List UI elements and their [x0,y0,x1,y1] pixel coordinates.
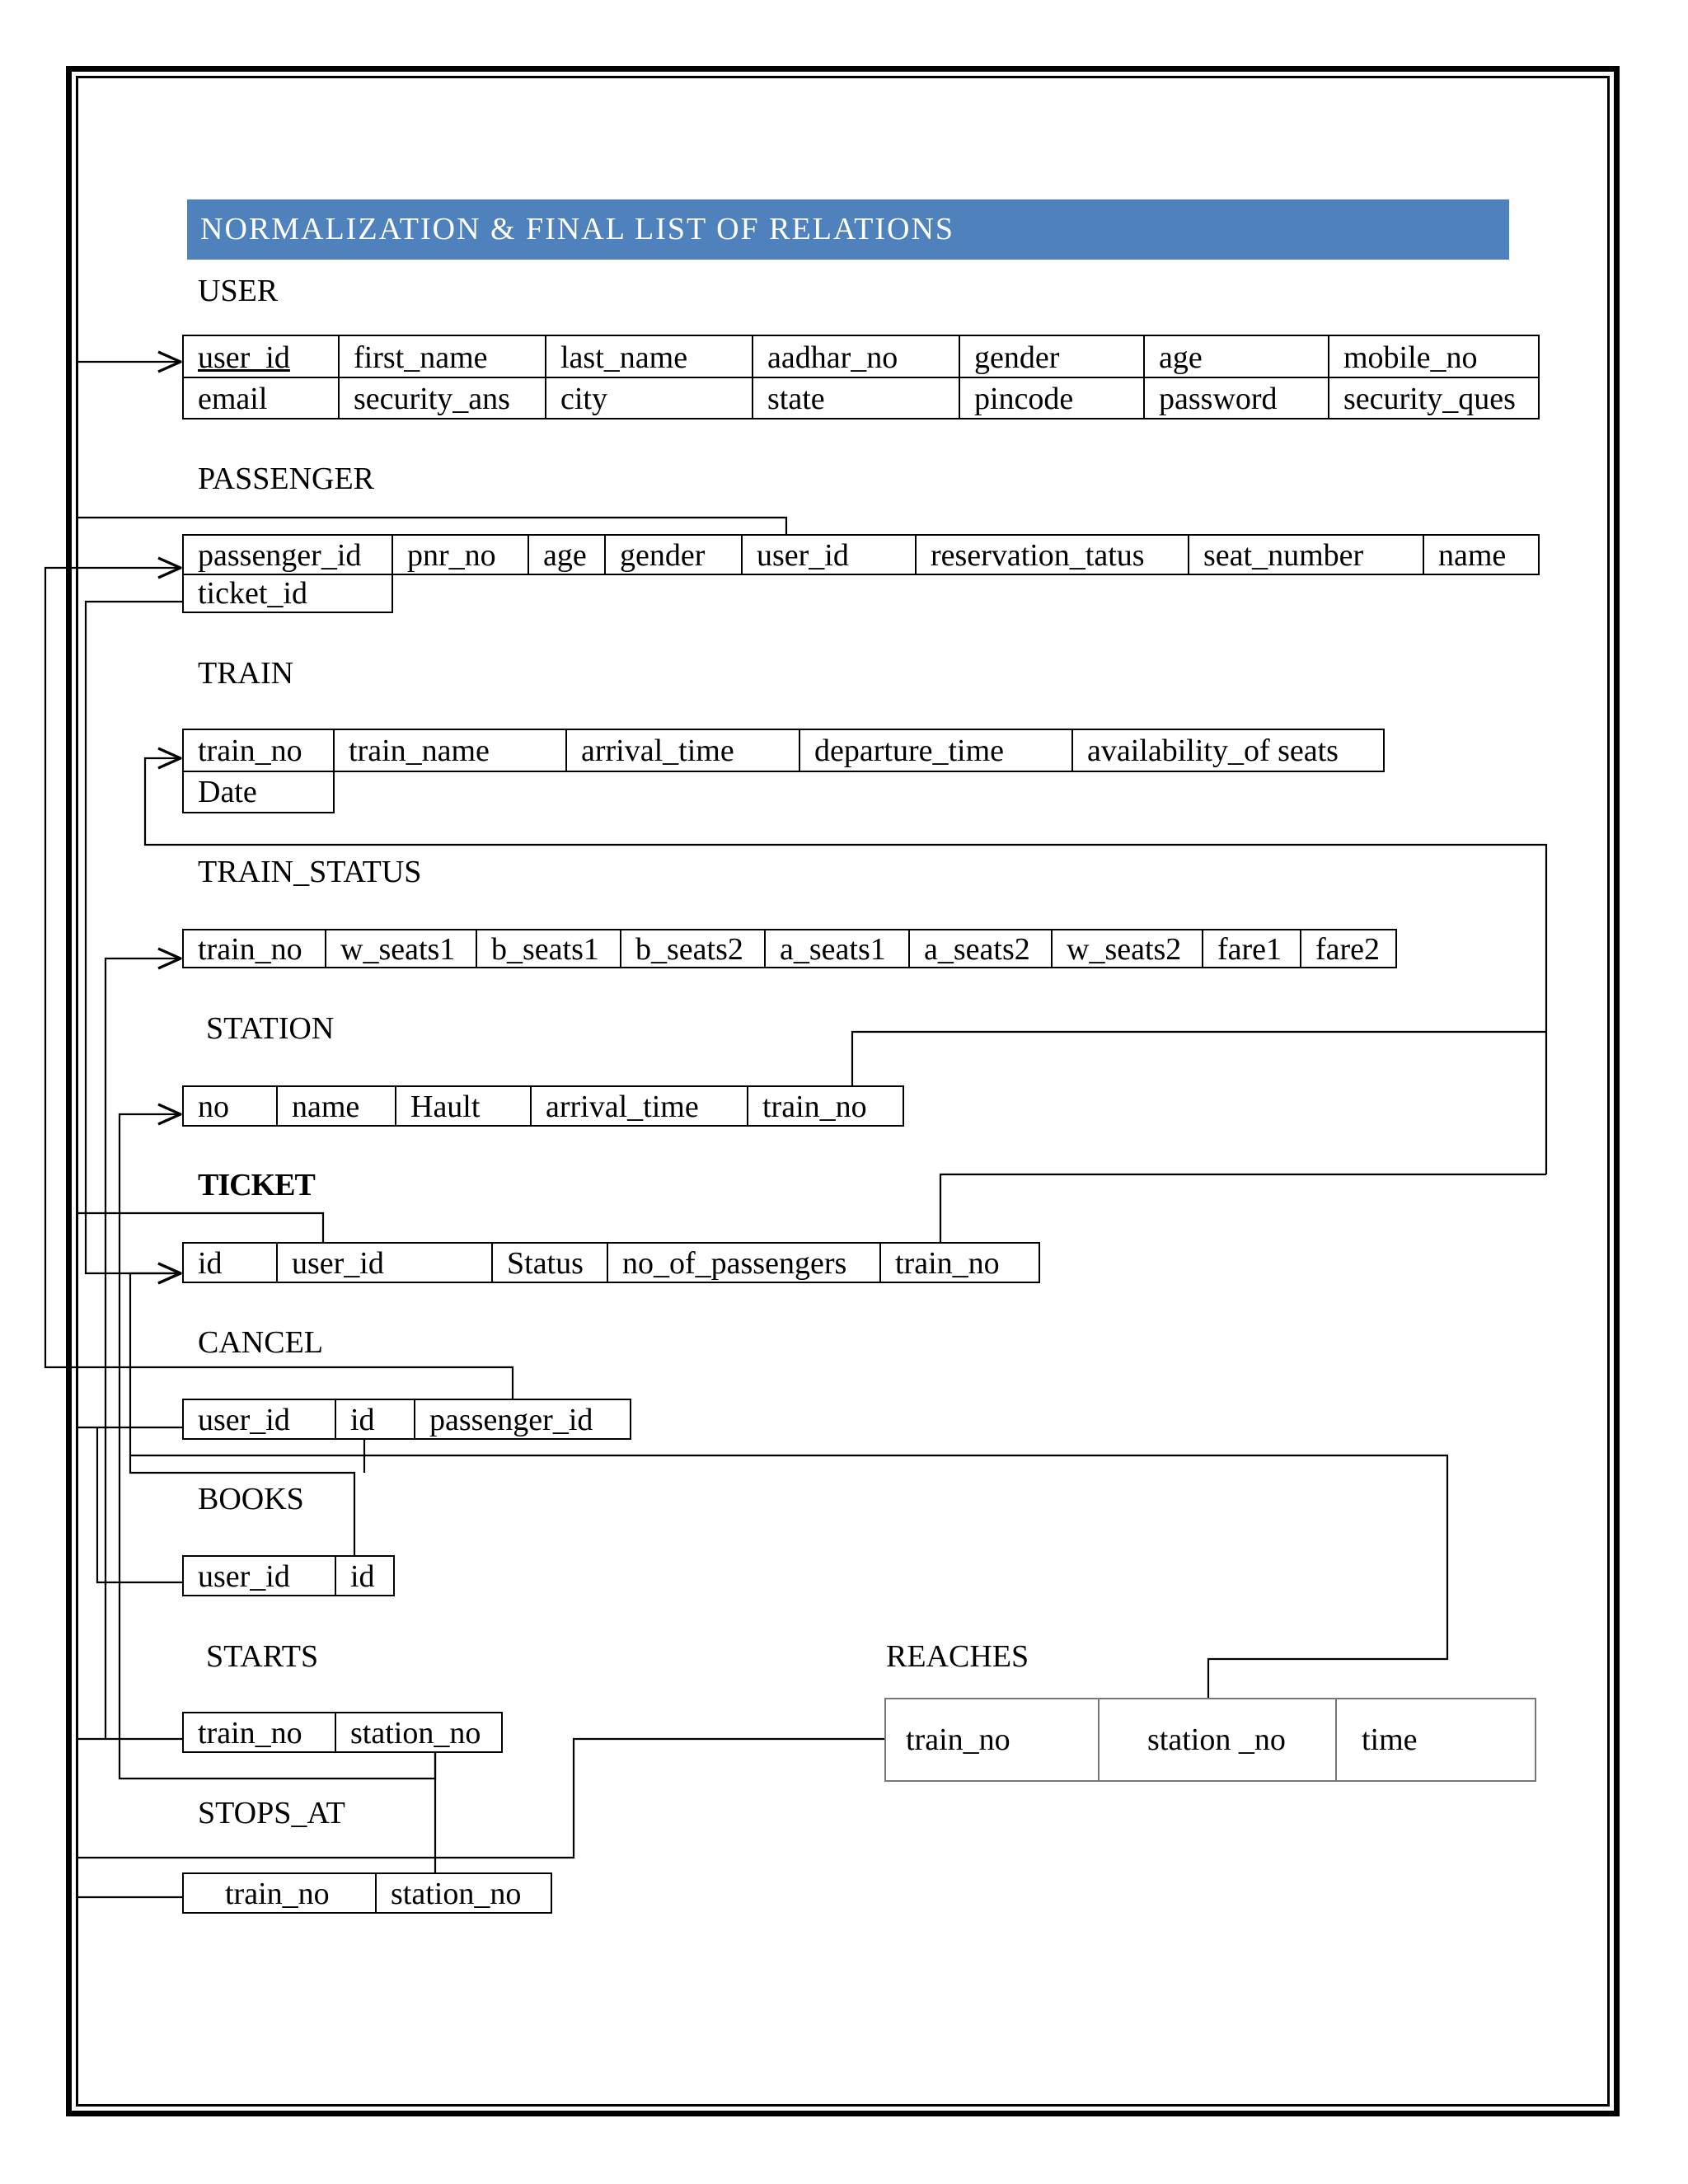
attribute-cell: mobile_no [1328,335,1540,378]
attribute-cell: time [1335,1698,1536,1782]
connector-passenger-user-id [77,518,786,536]
attribute-cell: a_seats2 [908,929,1053,968]
attribute-cell: availability_of seats [1071,729,1385,772]
attribute-cell: user_id [741,534,917,575]
connector-station-train-no [852,1032,1546,1087]
attribute-cell: pincode [959,377,1145,419]
attribute-cell: gender [604,534,743,575]
attribute-cell: train_no [747,1085,904,1127]
attribute-cell: security_ans [338,377,546,419]
connector-cancel-to-passenger [45,568,513,1400]
connector-books-user-id [97,1427,182,1582]
attribute-cell: b_seats2 [620,929,766,968]
relation-name-stops-at: STOPS_AT [198,1796,345,1830]
relation-name-train: TRAIN [198,656,294,691]
attribute-cell: state [752,377,960,419]
attribute-cell: city [545,377,753,419]
attribute-cell: id [335,1399,415,1440]
attribute-cell: fare1 [1202,929,1301,968]
attribute-cell: train_no [884,1698,1100,1782]
attribute-cell: train_no [182,1872,377,1914]
attribute-cell: id [182,1242,278,1283]
section-heading: NORMALIZATION & FINAL LIST OF RELATIONS [187,199,1509,260]
attribute-cell: id [335,1555,395,1596]
relation-name-station: STATION [206,1011,335,1046]
attribute-cell: last_name [545,335,753,378]
attribute-cell: Status [491,1242,608,1283]
attribute-cell: gender [959,335,1145,378]
connector-to-train-status [106,958,181,1739]
relation-name-cancel: CANCEL [198,1325,323,1360]
attribute-cell: fare2 [1300,929,1397,968]
attribute-cell: arrival_time [530,1085,748,1127]
attribute-cell: seat_number [1188,534,1424,575]
attribute-cell: aadhar_no [752,335,960,378]
attribute-cell: no_of_passengers [607,1242,881,1283]
connector-passenger-ticket-to-ticket [86,602,182,1273]
relation-name-starts: STARTS [206,1639,319,1674]
attribute-cell: user_id [182,1555,336,1596]
attribute-cell: train_no [879,1242,1040,1283]
attribute-cell: Hault [395,1085,532,1127]
attribute-cell: passenger_id [182,534,393,575]
connector-ticket-train-no [940,1174,1546,1244]
attribute-cell: train_no [182,929,326,968]
attribute-cell: first_name [338,335,546,378]
attribute-cell: name [1423,534,1540,575]
attribute-cell: w_seats1 [325,929,477,968]
connector-to-ticket [130,1273,354,1557]
attribute-cell: user_id [182,335,340,378]
attribute-cell: security_ques [1328,377,1540,419]
attribute-cell: ticket_id [182,574,393,613]
attribute-cell: name [276,1085,396,1127]
relation-name-passenger: PASSENGER [198,462,375,496]
connector-to-train [145,758,1546,1174]
attribute-cell: train_name [333,729,567,772]
attribute-cell: train_no [182,1712,336,1753]
attribute-cell: no [182,1085,278,1127]
relation-name-books: BOOKS [198,1482,304,1516]
attribute-cell: b_seats1 [476,929,621,968]
attribute-cell: station_no [335,1712,503,1753]
connector-reaches-station-no [130,1455,1447,1698]
attribute-cell: departure_time [799,729,1073,772]
attribute-cell: station _no [1098,1698,1337,1782]
attribute-cell: email [182,377,340,419]
attribute-cell: user_id [276,1242,493,1283]
attribute-cell: password [1143,377,1329,419]
attribute-cell: w_seats2 [1051,929,1203,968]
relation-name-ticket: TICKET [198,1168,315,1202]
attribute-cell: passenger_id [414,1399,631,1440]
attribute-cell: age [528,534,606,575]
attribute-cell: user_id [182,1399,336,1440]
attribute-cell: age [1143,335,1329,378]
attribute-cell: pnr_no [392,534,529,575]
attribute-cell: station_no [375,1872,552,1914]
attribute-cell: reservation_tatus [915,534,1189,575]
connector-reaches-train-no [77,1739,884,1858]
attribute-cell: arrival_time [565,729,800,772]
connector-ticket-user-id [77,1213,323,1244]
attribute-cell: Date [182,771,335,813]
attribute-cell: train_no [182,729,335,772]
attribute-cell: a_seats1 [764,929,910,968]
relation-name-user: USER [198,274,279,308]
relation-name-train-status: TRAIN_STATUS [198,855,422,889]
relation-name-reaches: REACHES [886,1639,1029,1674]
